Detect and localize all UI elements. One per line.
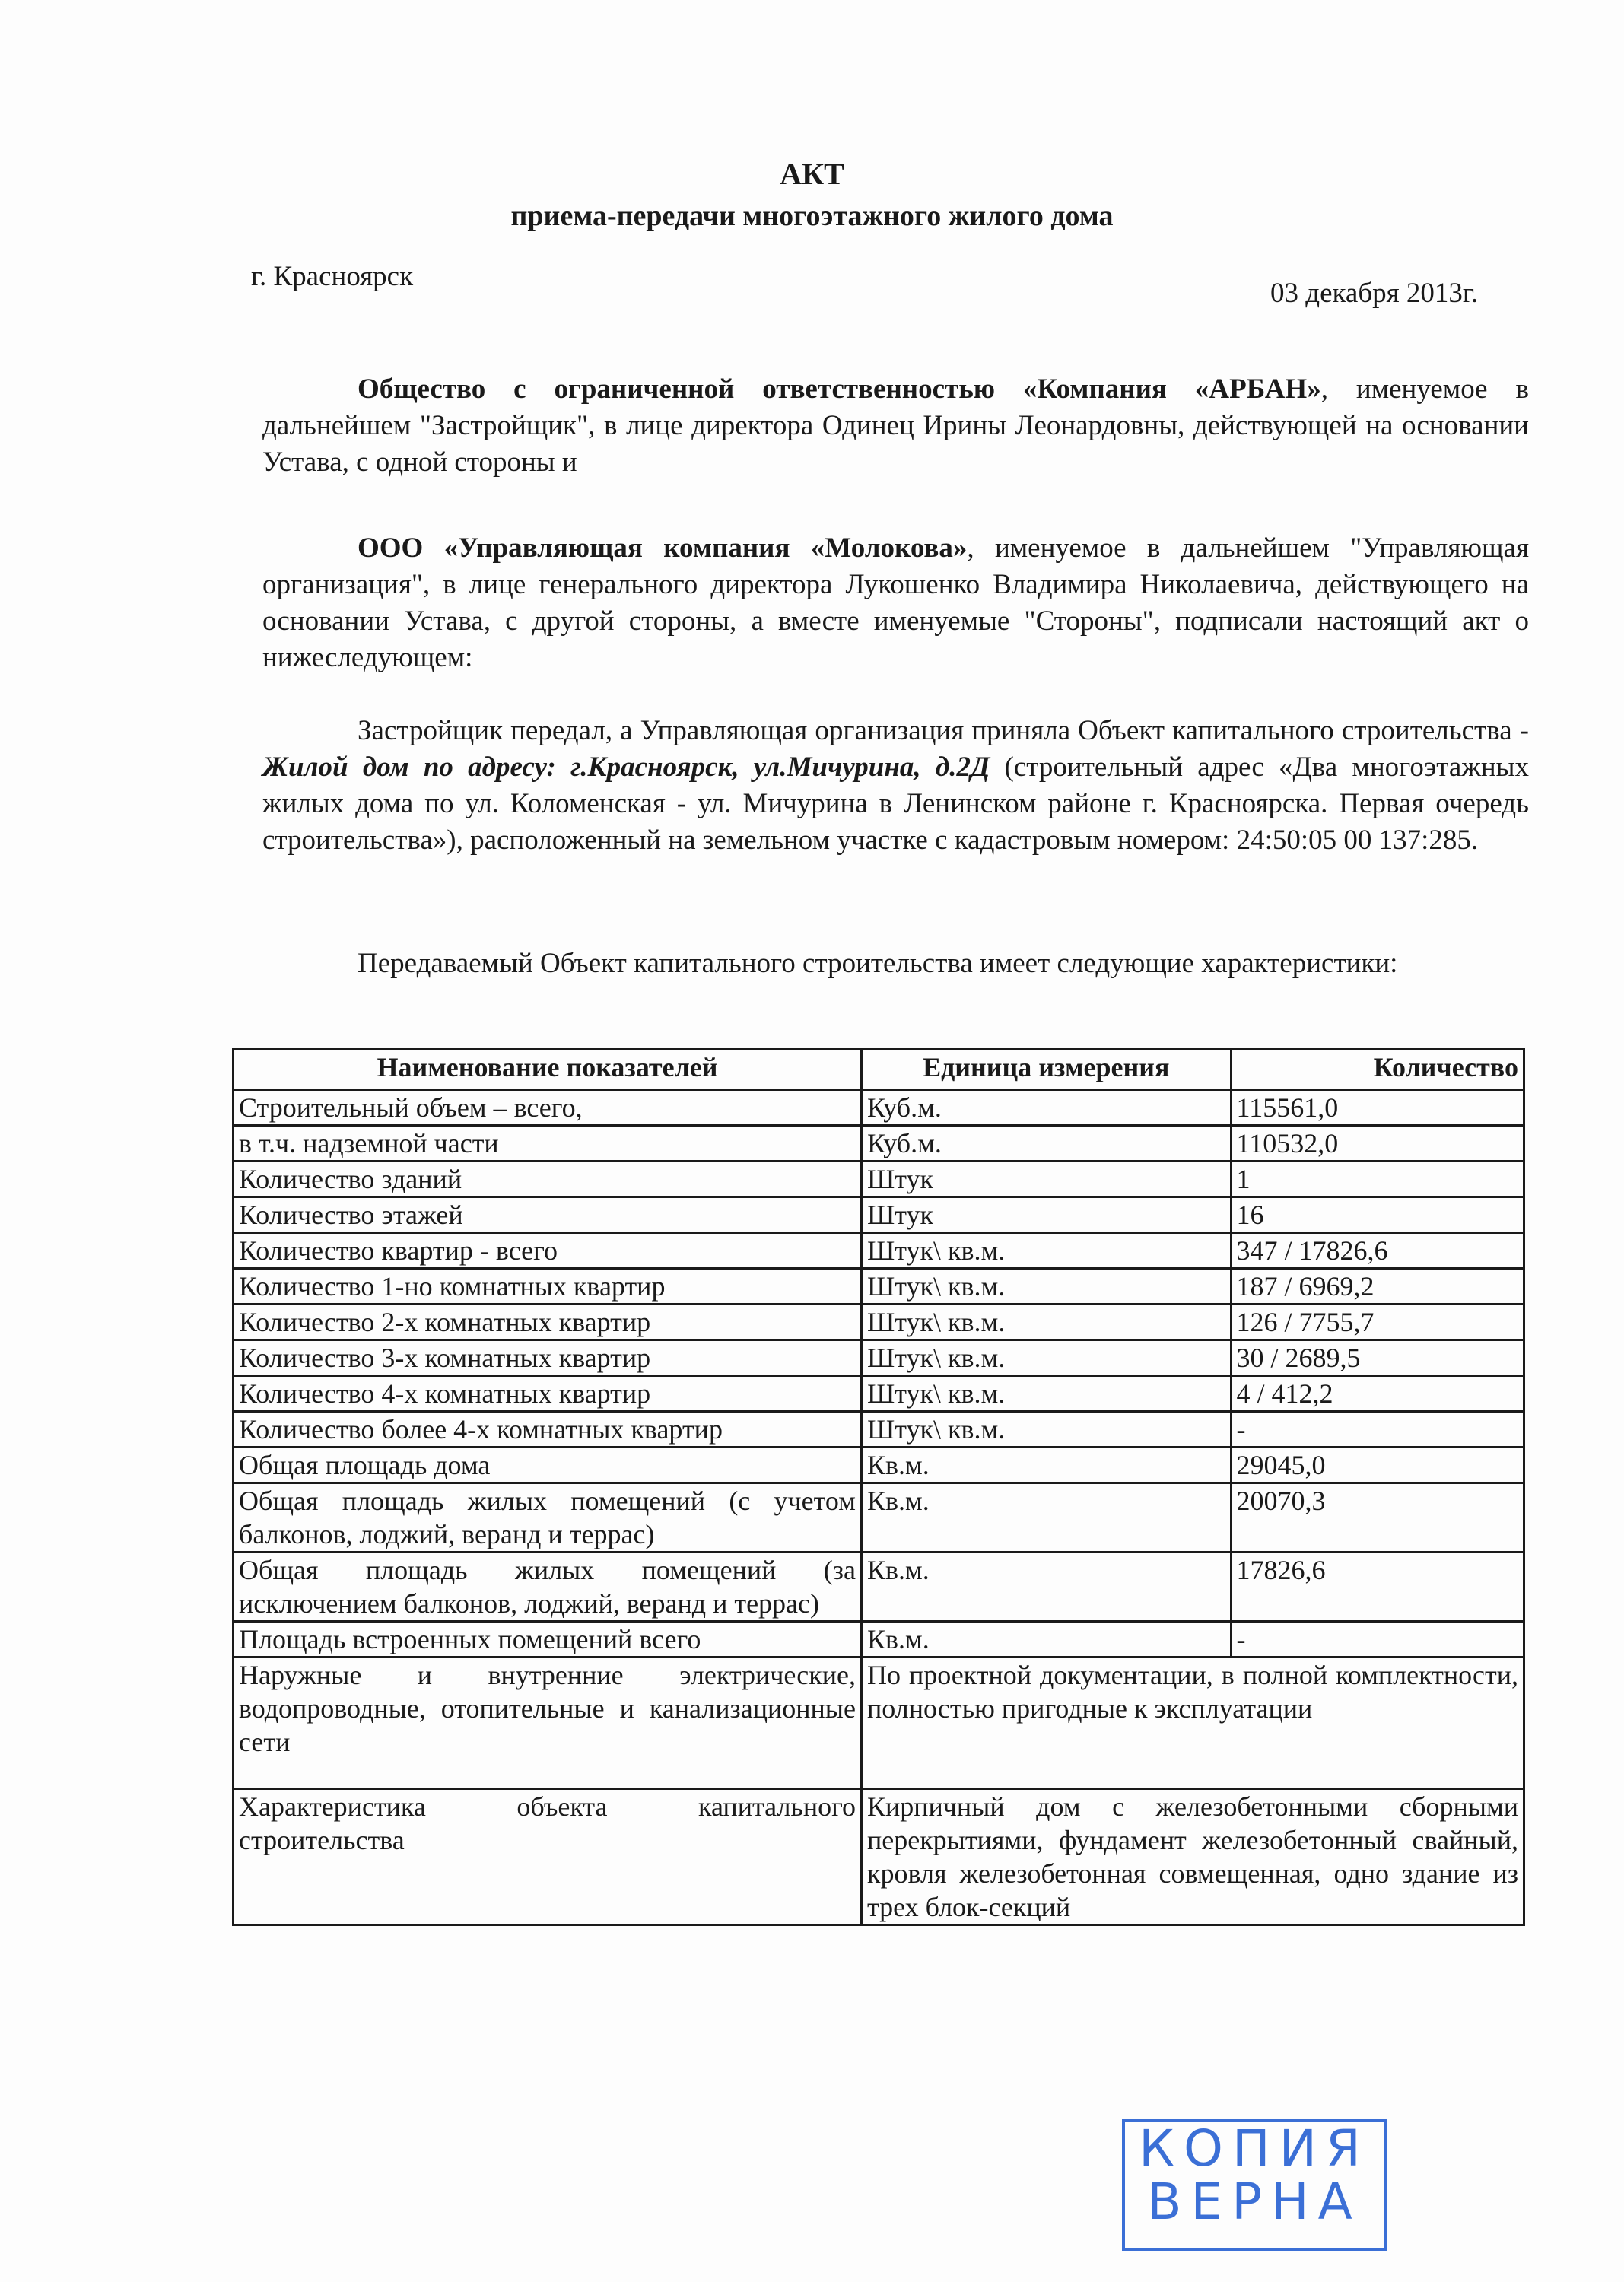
table-row	[234, 1269, 1524, 1305]
quantity-value: 30 / 2689,5	[1231, 1340, 1524, 1376]
characteristics-table	[232, 1048, 1525, 1926]
indicator-name: Строительный объем – всего,	[234, 1090, 862, 1126]
table-row	[234, 1657, 1524, 1789]
stamp-line-2: ВЕРНА	[1147, 2172, 1362, 2231]
quantity-value: 110532,0	[1231, 1126, 1524, 1162]
paragraph-developer	[262, 371, 1529, 481]
table-row	[234, 1233, 1524, 1269]
management-company-name: ООО «Управляющая компания «Молокова»	[358, 532, 968, 564]
indicator-name: Количество квартир - всего	[234, 1233, 862, 1269]
indicator-name: Общая площадь жилых помещений (за исключением балконов, лоджий, веранд и террас)	[234, 1553, 862, 1622]
quantity-value: 115561,0	[1231, 1090, 1524, 1126]
unit-of-measure: Штук\ кв.м.	[861, 1340, 1231, 1376]
unit-of-measure: Куб.м.	[861, 1126, 1231, 1162]
indicator-name: Количество более 4-х комнатных квартир	[234, 1412, 862, 1448]
indicator-name: Количество этажей	[234, 1197, 862, 1233]
quantity-value: 20070,3	[1231, 1483, 1524, 1553]
table-row	[234, 1162, 1524, 1197]
paragraph-management	[262, 530, 1529, 676]
indicator-name: Количество зданий	[234, 1162, 862, 1197]
column-header-name: Наименование показателей	[234, 1050, 862, 1090]
unit-of-measure: Кв.м.	[861, 1622, 1231, 1657]
indicator-name: Количество 4-х комнатных квартир	[234, 1376, 862, 1412]
quantity-value: 4 / 412,2	[1231, 1376, 1524, 1412]
table-row	[234, 1553, 1524, 1622]
indicator-name: Наружные и внутренние электрические, водопроводные, отопительные и канализационные сети	[234, 1657, 862, 1789]
quantity-value: 187 / 6969,2	[1231, 1269, 1524, 1305]
unit-of-measure: Штук\ кв.м.	[861, 1233, 1231, 1269]
indicator-name: в т.ч. надземной части	[234, 1126, 862, 1162]
indicator-name: Характеристика объекта капитального строительства	[234, 1789, 862, 1925]
copy-certified-stamp	[1122, 2119, 1387, 2251]
city: г. Красноярск	[251, 261, 414, 292]
unit-of-measure: Штук\ кв.м.	[861, 1412, 1231, 1448]
unit-of-measure: Кв.м.	[861, 1483, 1231, 1553]
paragraph-text: Передаваемый Объект капитального строительства имеет следующие характеристики:	[358, 948, 1398, 979]
unit-of-measure: Штук\ кв.м.	[861, 1305, 1231, 1340]
paragraph-text: , именуемое в дальнейшем "Застройщик", в лице директора Одинец Ирины Леонардовны, действующей на основании Устава, с одной стороны и	[262, 373, 1529, 478]
column-header-quantity: Количество	[1231, 1050, 1524, 1090]
table-row	[234, 1305, 1524, 1340]
table-row	[234, 1340, 1524, 1376]
document-date: 03 декабря 2013г.	[1270, 278, 1479, 309]
indicator-description: Кирпичный дом с железобетонными сборными перекрытиями, фундамент железобетонный свайный, кровля железобетонная совмещенная, одно здание из трех блок-секций	[861, 1789, 1524, 1925]
quantity-value: -	[1231, 1412, 1524, 1448]
indicator-name: Общая площадь дома	[234, 1448, 862, 1483]
paragraph-transfer	[262, 713, 1529, 859]
table-row	[234, 1412, 1524, 1448]
unit-of-measure: Куб.м.	[861, 1090, 1231, 1126]
quantity-value: 29045,0	[1231, 1448, 1524, 1483]
table-row	[234, 1483, 1524, 1553]
table-header-row	[234, 1050, 1524, 1090]
table-row	[234, 1376, 1524, 1412]
paragraph-characteristics-intro	[262, 946, 1529, 982]
developer-name: Общество с ограниченной ответственностью «Компания «АРБАН»	[358, 373, 1321, 405]
paragraph-text: (строительный адрес «Два многоэтажных жилых дома по ул. Коломенская - ул. Мичурина в Ленинском районе г. Красноярска. Первая очередь строительства»), расположенный на земельном участке с кадастровым номером: 24:50:05 00 137:285.	[262, 752, 1529, 856]
paragraph-text: Застройщик передал, а Управляющая организация приняла Объект капитального строительства -	[358, 715, 1529, 746]
quantity-value: 347 / 17826,6	[1231, 1233, 1524, 1269]
document-title: АКТ	[780, 157, 844, 191]
unit-of-measure: Штук	[861, 1197, 1231, 1233]
unit-of-measure: Штук\ кв.м.	[861, 1269, 1231, 1305]
quantity-value: 17826,6	[1231, 1553, 1524, 1622]
table-row	[234, 1622, 1524, 1657]
table-row	[234, 1126, 1524, 1162]
table-row	[234, 1789, 1524, 1925]
stamp-line-1: КОПИЯ	[1139, 2119, 1370, 2178]
table-row	[234, 1090, 1524, 1126]
unit-of-measure: Штук	[861, 1162, 1231, 1197]
document-subtitle: приема-передачи многоэтажного жилого дома	[510, 200, 1114, 232]
indicator-name: Количество 1-но комнатных квартир	[234, 1269, 862, 1305]
quantity-value: 126 / 7755,7	[1231, 1305, 1524, 1340]
table-row	[234, 1448, 1524, 1483]
column-header-unit: Единица измерения	[861, 1050, 1231, 1090]
unit-of-measure: Штук\ кв.м.	[861, 1376, 1231, 1412]
table-row	[234, 1197, 1524, 1233]
indicator-name: Общая площадь жилых помещений (с учетом балконов, лоджий, веранд и террас)	[234, 1483, 862, 1553]
indicator-name: Площадь встроенных помещений всего	[234, 1622, 862, 1657]
unit-of-measure: Кв.м.	[861, 1553, 1231, 1622]
indicator-description: По проектной документации, в полной комплектности, полностью пригодные к эксплуатации	[861, 1657, 1524, 1789]
indicator-name: Количество 2-х комнатных квартир	[234, 1305, 862, 1340]
unit-of-measure: Кв.м.	[861, 1448, 1231, 1483]
indicator-name: Количество 3-х комнатных квартир	[234, 1340, 862, 1376]
paragraph-text: , именуемое в дальнейшем "Управляющая организация", в лице генерального директора Лукошенко Владимира Николаевича, действующего на основании Устава, с другой стороны, а вместе именуемые "Стороны", подписали настоящий акт о нижеследующем:	[262, 532, 1529, 673]
quantity-value: 16	[1231, 1197, 1524, 1233]
quantity-value: -	[1231, 1622, 1524, 1657]
object-address: Жилой дом по адресу: г.Красноярск, ул.Мичурина, д.2Д	[262, 752, 990, 783]
quantity-value: 1	[1231, 1162, 1524, 1197]
